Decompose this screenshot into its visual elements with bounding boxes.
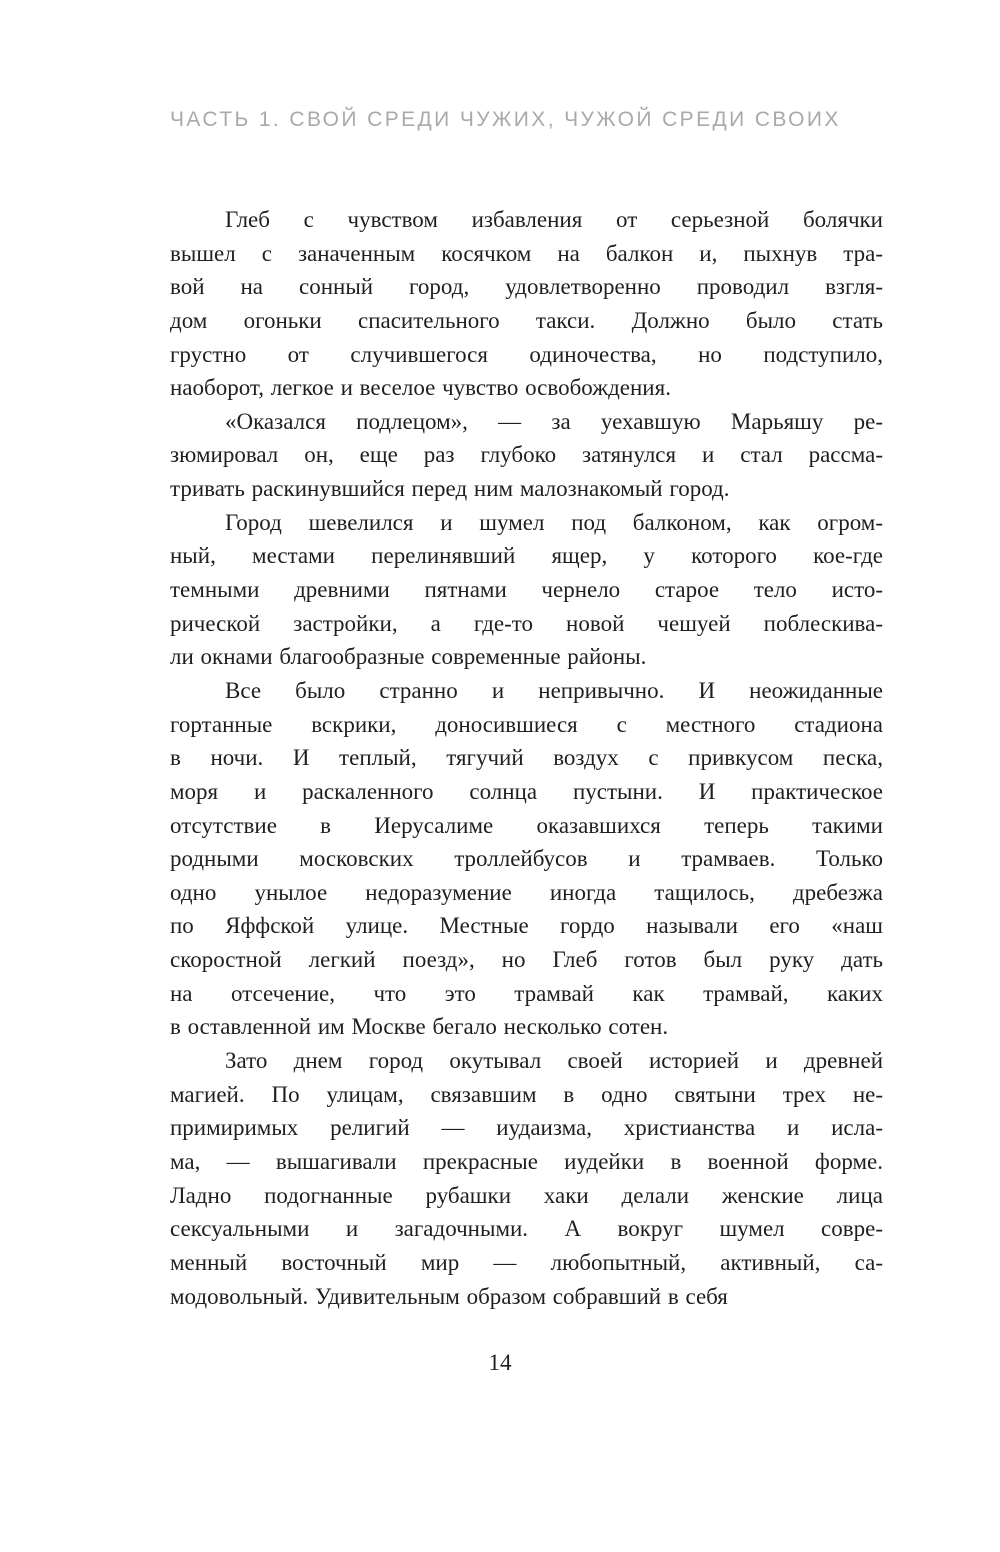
- text-line: ли окнами благообразные современные районы.: [170, 644, 647, 670]
- text-line: вой на сонный город, удовлетворенно проводил взгля-: [170, 274, 883, 300]
- chapter-header: ЧАСТЬ 1. СВОЙ СРЕДИ ЧУЖИХ, ЧУЖОЙ СРЕДИ СВОИХ: [170, 108, 841, 131]
- text-line: рической застройки, а где-то новой чешуей поблескива-: [170, 610, 883, 636]
- text-line: грустно от случившегося одиночества, но подступило,: [170, 341, 883, 367]
- text-line: Глеб с чувством избавления от серьезной болячки: [225, 207, 883, 232]
- text-line: примиримых религий — иудаизма, христианства и исла-: [170, 1115, 883, 1141]
- text-line: в ночи. И теплый, тягучий воздух с привкусом песка,: [170, 745, 883, 771]
- text-line: Все было странно и непривычно. И неожиданные: [225, 677, 883, 703]
- text-line: родными московских троллейбусов и трамваев. Только: [170, 846, 883, 872]
- text-line: скоростной легкий поезд», но Глеб готов был руку дать: [170, 947, 883, 973]
- text-line: сексуальными и загадочными. А вокруг шумел совре-: [170, 1216, 883, 1242]
- text-line: «Оказался подлецом», — за уехавшую Марьяшу ре-: [225, 408, 883, 434]
- text-line: гортанные вскрики, доносившиеся с местного стадиона: [170, 711, 883, 737]
- text-line: тривать раскинувшийся перед ним малознакомый город.: [170, 476, 730, 502]
- text-line: Город шевелился и шумел под балконом, как огром-: [225, 509, 883, 535]
- text-line: ма, — вышагивали прекрасные иудейки в военной форме.: [170, 1148, 883, 1174]
- text-line: по Яффской улице. Местные гордо называли его «наш: [170, 913, 883, 939]
- text-line: Зато днем город окутывал своей историей и древней: [225, 1048, 883, 1074]
- text-line: модовольный. Удивительным образом собравший в себя: [170, 1283, 728, 1309]
- text-line: Ладно подогнанные рубашки хаки делали женские лица: [170, 1182, 883, 1208]
- paragraph: [170, 1044, 883, 1313]
- paragraph: [170, 506, 883, 674]
- text-line: одно унылое недоразумение иногда тащилось, дребезжа: [170, 879, 883, 905]
- paragraph: [170, 405, 883, 506]
- text-line: магией. По улицам, связавшим в одно святыни трех не-: [170, 1081, 883, 1107]
- text-line: темными древними пятнами чернело старое тело исто-: [170, 577, 883, 603]
- page-number: 14: [488, 1350, 512, 1375]
- paragraph: [170, 674, 883, 1044]
- text-line: зюмировал он, еще раз глубоко затянулся и стал рассма-: [170, 442, 883, 468]
- text-line: наоборот, легкое и веселое чувство освобождения.: [170, 375, 671, 401]
- text-line: дом огоньки спасительного такси. Должно было стать: [170, 307, 883, 333]
- text-line: ный, местами перелинявший ящер, у которого кое-где: [170, 543, 883, 569]
- text-line: вышел с заначенным косячком на балкон и, пыхнув тра-: [170, 240, 883, 266]
- text-line: на отсечение, что это трамвай как трамвай, каких: [170, 980, 883, 1006]
- body-text: [170, 203, 883, 1313]
- text-line: менный восточный мир — любопытный, активный, са-: [170, 1249, 883, 1275]
- text-line: в оставленной им Москве бегало несколько сотен.: [170, 1014, 669, 1040]
- text-line: отсутствие в Иерусалиме оказавшихся теперь такими: [170, 812, 883, 838]
- text-line: моря и раскаленного солнца пустыни. И практическое: [170, 778, 883, 804]
- paragraph: [170, 203, 883, 405]
